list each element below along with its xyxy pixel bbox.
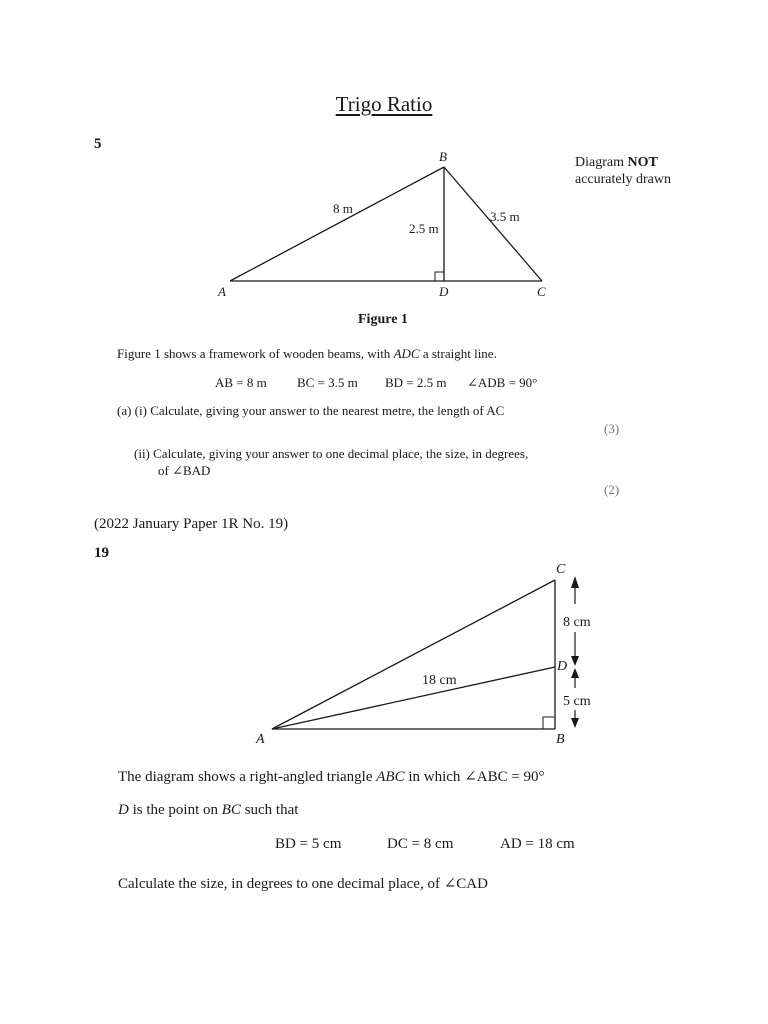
q19-given-ad: AD = 18 cm	[500, 836, 575, 852]
vertex-label-b-19: B	[556, 732, 565, 747]
q19-question-angle: ∠CAD	[443, 876, 488, 892]
q5-marks-a-i: (3)	[604, 421, 620, 436]
vertex-label-a: A	[218, 284, 226, 299]
q5-marks-a-ii: (2)	[604, 482, 620, 497]
diagram-note-bold: NOT	[627, 155, 658, 170]
vertex-label-a-19: A	[256, 732, 265, 747]
vertex-label-c-19: C	[556, 562, 566, 577]
question-number-19: 19	[94, 545, 109, 561]
right-angle-mark-b	[543, 717, 555, 729]
length-label-ad-19: 18 cm	[422, 673, 457, 688]
vertex-label-c: C	[537, 284, 546, 299]
q5-part-a-ii-line2: of ∠BAD	[158, 463, 211, 478]
q19-line1-pre: The diagram shows a right-angled triangle	[118, 769, 377, 785]
q19-line2-post: such that	[240, 802, 299, 818]
length-label-bc: 3.5 m	[490, 209, 520, 224]
length-label-dc-19: 8 cm	[563, 615, 591, 630]
line-ac-19	[272, 580, 555, 729]
q19-given-bd: BD = 5 cm	[275, 836, 342, 852]
vertex-label-d: D	[439, 284, 449, 299]
length-label-bd: 2.5 m	[409, 221, 439, 236]
length-label-bd-19: 5 cm	[563, 694, 591, 709]
line-ad-19	[272, 667, 555, 729]
length-label-ab: 8 m	[333, 201, 353, 216]
q5-intro-var: ADC	[393, 346, 420, 361]
q19-line1-angle: ∠ABC = 90°	[464, 769, 545, 785]
q5-part-a-ii-line1: (ii) Calculate, giving your answer to one decimal place, the size, in degrees,	[134, 446, 529, 461]
vertex-label-d-19: D	[557, 659, 568, 674]
q5-given-angle-adb: ∠ADB = 90°	[467, 375, 538, 390]
q5-part-a-i: (a) (i) Calculate, giving your answer to the nearest metre, the length of AC	[117, 403, 505, 418]
q5-given-bd: BD = 2.5 m	[385, 375, 447, 390]
q19-line1-mid: in which	[404, 769, 465, 785]
q19-line2-var: D	[118, 802, 129, 818]
diagram-note-line2: accurately drawn	[575, 172, 671, 187]
q19-given-dc: DC = 8 cm	[387, 836, 454, 852]
q19-line2-var2: BC	[221, 802, 241, 818]
q19-line1-var: ABC	[376, 769, 405, 785]
q5-intro-pre: Figure 1 shows a framework of wooden beams, with	[117, 346, 394, 361]
q5-given-bc: BC = 3.5 m	[297, 375, 358, 390]
question-number-5: 5	[94, 136, 102, 152]
page-title: Trigo Ratio	[335, 92, 433, 116]
q19-line2-mid: is the point on	[128, 802, 222, 818]
q19-line1	[118, 767, 545, 786]
q5-intro-post: a straight line.	[419, 346, 497, 361]
vertex-label-b: B	[439, 149, 447, 164]
q19-line2	[118, 802, 298, 819]
source-reference: (2022 January Paper 1R No. 19)	[94, 516, 289, 532]
q5-given-ab: AB = 8 m	[215, 375, 267, 390]
q19-question-pre: Calculate the size, in degrees to one decimal place, of	[118, 876, 444, 892]
q19-question	[118, 874, 488, 893]
diagram-note-prefix: Diagram	[575, 155, 628, 170]
figure-caption: Figure 1	[358, 312, 408, 327]
